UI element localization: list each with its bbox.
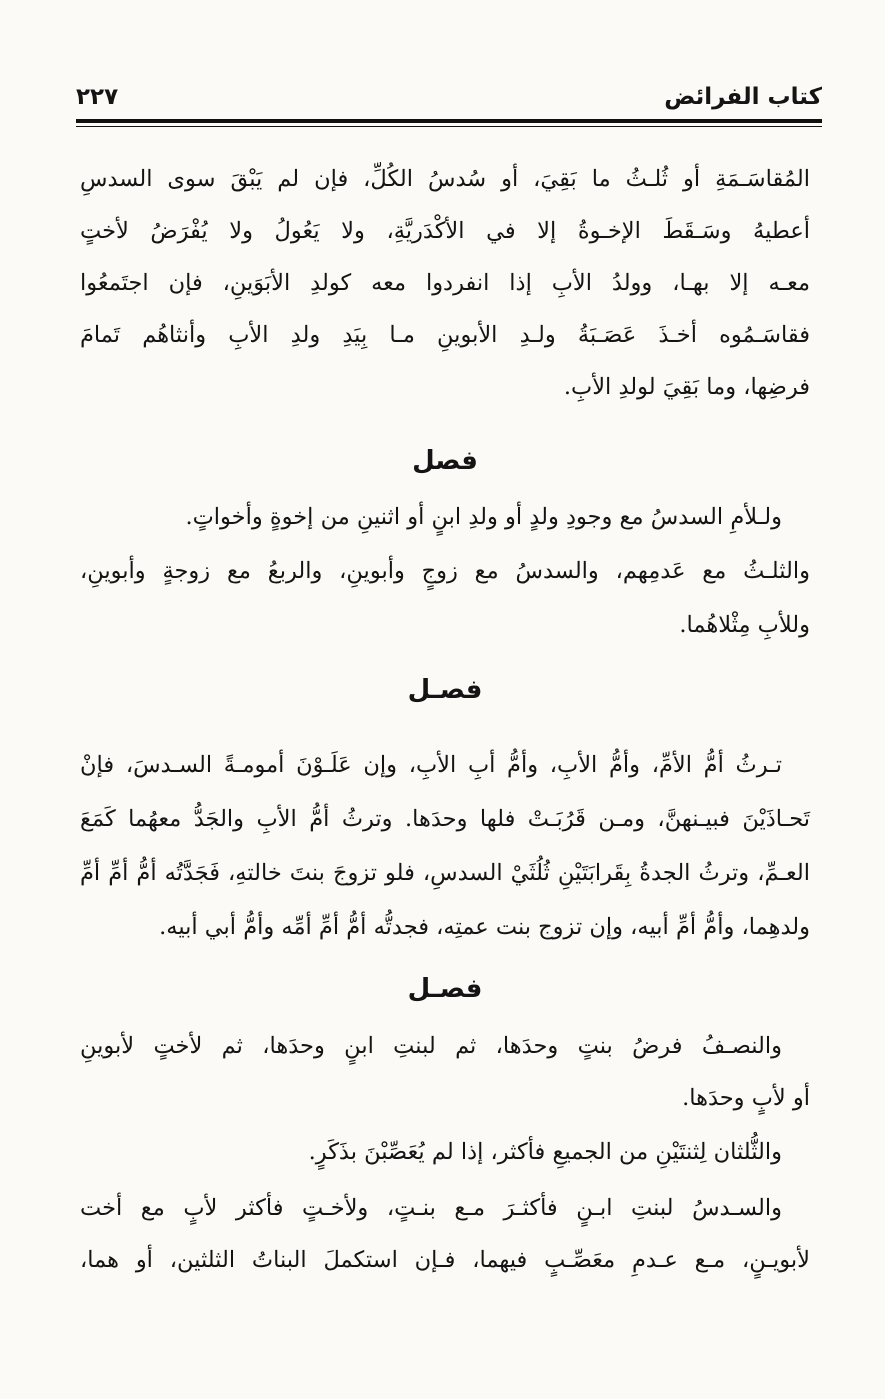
text-line: أعطيهُ وسَـقَطَ الإخـوةُ إلا في الأكْدَريَّةِ، ولا يَعُولُ ولا يُفْرَضُ لأختٍ (80, 218, 810, 244)
text-line: تـرثُ أمُّ الأمِّ، وأمُّ الأبِ، وأمُّ أبِ الأبِ، وإن عَلَـوْنَ أمومـةً السـدسَ، فإنْ (80, 752, 782, 778)
text-line: تَحـاذَيْنَ فبيـنهنَّ، ومـن قَرُبَـتْ فلها وحدَها. وترثُ أمُّ الأبِ والجَدُّ معهُما كَمَعَ (80, 806, 810, 832)
header-rule-thick (76, 119, 822, 123)
text-line: لأبويـنٍ، مـع عـدمِ معَصِّـبٍ فيهما، فـإن استكملَ البناتُ الثلثين، أو هما، (80, 1247, 810, 1273)
section-heading: فصـل (407, 974, 483, 1004)
page-number: ٢٢٧ (76, 84, 119, 110)
text-line: فقاسَـمُوه أخـذَ عَصَـبَةُ ولـدِ الأبوينِ مـا بِيَدِ ولدِ الأبِ وأنثاهُم تَمامَ (80, 322, 810, 348)
header-rule-thin (76, 126, 822, 127)
text-line: ولدهِما، وأمُّ أمِّ أبيه، وإن تزوج بنت عمتِه، فجدتُّه أمُّ أمِّ أمِّه وأمُّ أبي أبيه. (159, 914, 810, 940)
text-line: العـمِّ، وترثُ الجدةُ بِقَرابَتَيْنِ ثُلُثَيْ السدسِ، فلو تزوجَ بنتَ خالتهِ، فَجَدَّتُه أمُّ أمِّ أمِّ (80, 860, 810, 886)
text-line: والثلـثُ مع عَدمِهم، والسدسُ مع زوجٍ وأبوينِ، والربعُ مع زوجةٍ وأبوينِ، (80, 558, 810, 584)
text-line: أو لأبٍ وحدَها. (682, 1085, 810, 1111)
section-heading: فصل (412, 446, 478, 476)
text-line: والسـدسُ لبنتِ ابـنٍ فأكثـرَ مـع بنـتٍ، ولأخـتٍ فأكثر لأبٍ مع أخت (80, 1195, 782, 1221)
text-line: وللأبِ مِثْلاهُما. (679, 612, 810, 638)
text-line: المُقاسَـمَةِ أو ثُلـثُ ما بَقِيَ، أو سُدسُ الكُلِّ، فإن لم يَبْقَ سوى السدسِ (80, 166, 810, 192)
page-header (76, 84, 822, 118)
text-line: والثُّلثان لِثنتَيْنِ من الجميعِ فأكثر، إذا لم يُعَصِّبْنَ بذَكَرٍ. (308, 1139, 782, 1165)
text-line: معـه إلا بهـا، وولدُ الأبِ إذا انفردوا معه كولدِ الأبَوَينِ، فإن اجتَمعُوا (80, 270, 810, 296)
chapter-title: كتاب الفرائض (664, 84, 822, 110)
text-line: فرضِها، وما بَقِيَ لولدِ الأبِ. (563, 374, 810, 400)
text-line: والنصـفُ فرضُ بنتٍ وحدَها، ثم لبنتِ ابنٍ وحدَها، ثم لأختٍ لأبوينِ (80, 1033, 782, 1059)
section-heading: فصـل (407, 675, 483, 705)
text-line: ولـلأمِ السدسُ مع وجودِ ولدٍ أو ولدِ ابنٍ أو اثنينِ من إخوةٍ وأخواتٍ. (185, 504, 782, 530)
